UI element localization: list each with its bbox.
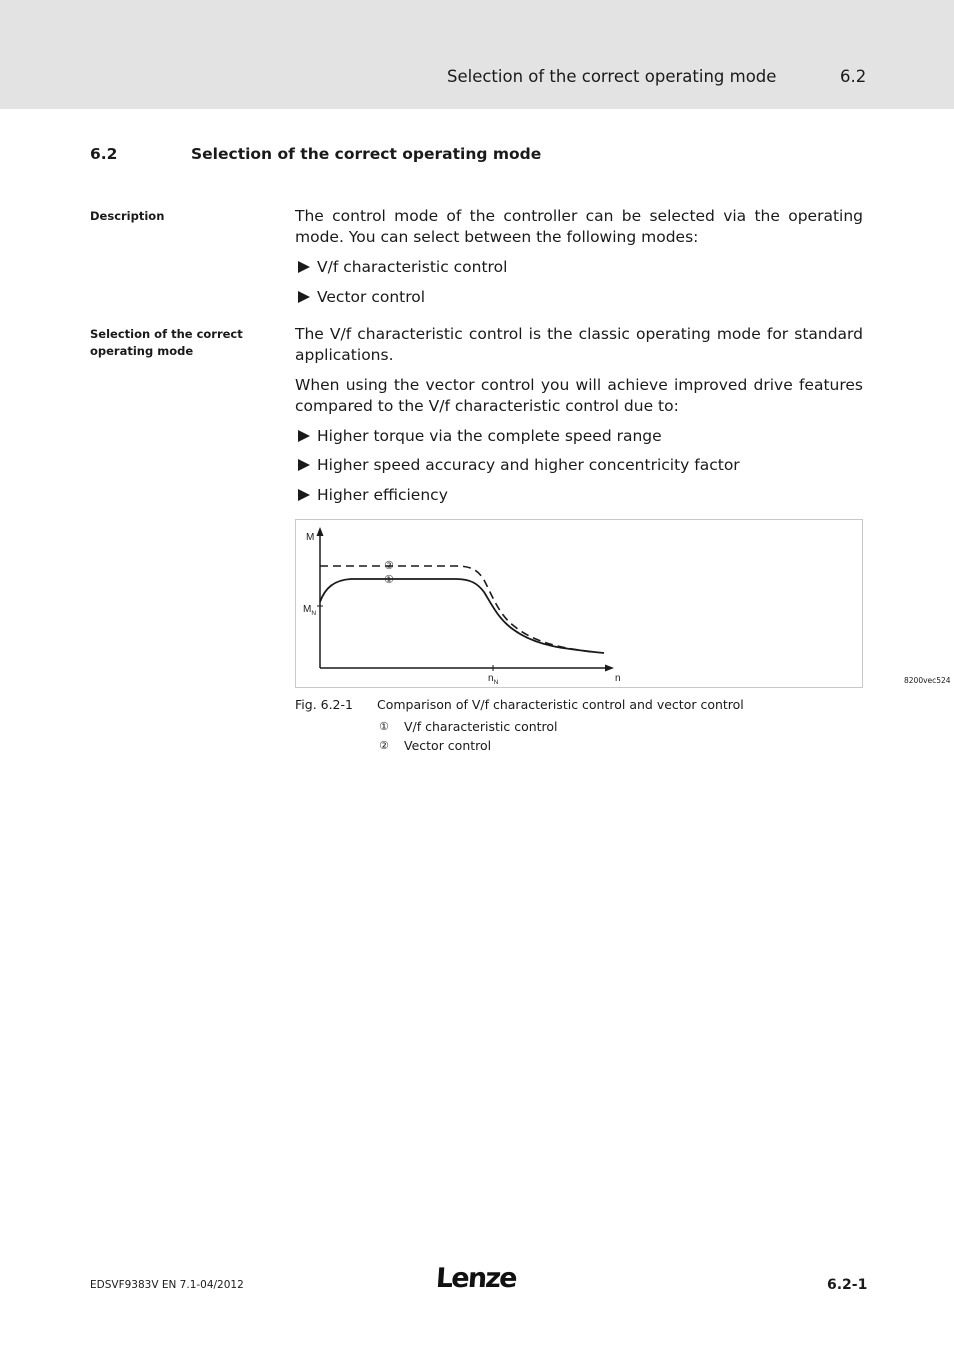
figure-code: 8200vec524 (904, 676, 951, 685)
figure-frame (295, 519, 863, 688)
legend-text: V/f characteristic control (404, 719, 558, 734)
section-title: Selection of the correct operating mode (191, 145, 542, 163)
mode-label: Vector control (317, 288, 426, 306)
legend-text: Vector control (404, 738, 492, 753)
selection-paragraph-2: When using the vector control you will achieve improved drive features compared to the V/f characteristic control due to: (295, 376, 863, 415)
selection-paragraph-1: The V/f characteristic control is the classic operating mode for standard applications. (295, 325, 863, 364)
series-vf-control-line (320, 579, 604, 653)
feature-list-item (298, 426, 662, 447)
figure-caption-label: Fig. 6.2-1 (295, 697, 353, 712)
description-label: Description (90, 209, 165, 223)
section-number: 6.2 (90, 145, 118, 163)
feature-list-item (298, 485, 448, 506)
footer-page-number: 6.2-1 (827, 1277, 868, 1293)
series-label-vf: ① (384, 573, 394, 586)
mode-list-item (298, 257, 507, 278)
x-axis-label: n (615, 673, 621, 684)
feature-label: Higher torque via the complete speed range (317, 427, 662, 445)
bullet-triangle-icon (298, 459, 310, 471)
bullet-triangle-icon (298, 291, 310, 303)
y-marker-label: $M_N$ (303, 604, 317, 617)
page-header (0, 0, 954, 109)
feature-label: Higher efficiency (317, 486, 448, 504)
x-axis-arrow-icon (605, 665, 614, 672)
bullet-triangle-icon (298, 430, 310, 442)
torque-speed-chart (296, 520, 861, 686)
bullet-triangle-icon (298, 261, 310, 273)
mode-list-item (298, 287, 425, 308)
lenze-logo: Lenze (434, 1263, 517, 1294)
header-section-number: 6.2 (840, 67, 867, 86)
header-title: Selection of the correct operating mode (447, 67, 777, 86)
selection-label: Selection of the correct operating mode (90, 327, 243, 358)
bullet-triangle-icon (298, 489, 310, 501)
description-paragraph: The control mode of the controller can be selected via the operating mode. You can select between the following modes: (295, 207, 863, 246)
footer-document-id: EDSVF9383V EN 7.1-04/2012 (90, 1279, 244, 1291)
mode-label: V/f characteristic control (317, 258, 508, 276)
figure-caption-text: Comparison of V/f characteristic control and vector control (377, 697, 744, 712)
feature-label: Higher speed accuracy and higher concentricity factor (317, 456, 740, 474)
legend-mark: ① (379, 720, 389, 733)
feature-list-item (298, 455, 740, 476)
y-axis-arrow-icon (317, 527, 324, 536)
legend-mark: ② (379, 739, 389, 752)
x-marker-label: $n_N$ (488, 673, 499, 686)
y-axis-label: M (306, 532, 315, 543)
series-label-vector: ② (384, 559, 394, 572)
